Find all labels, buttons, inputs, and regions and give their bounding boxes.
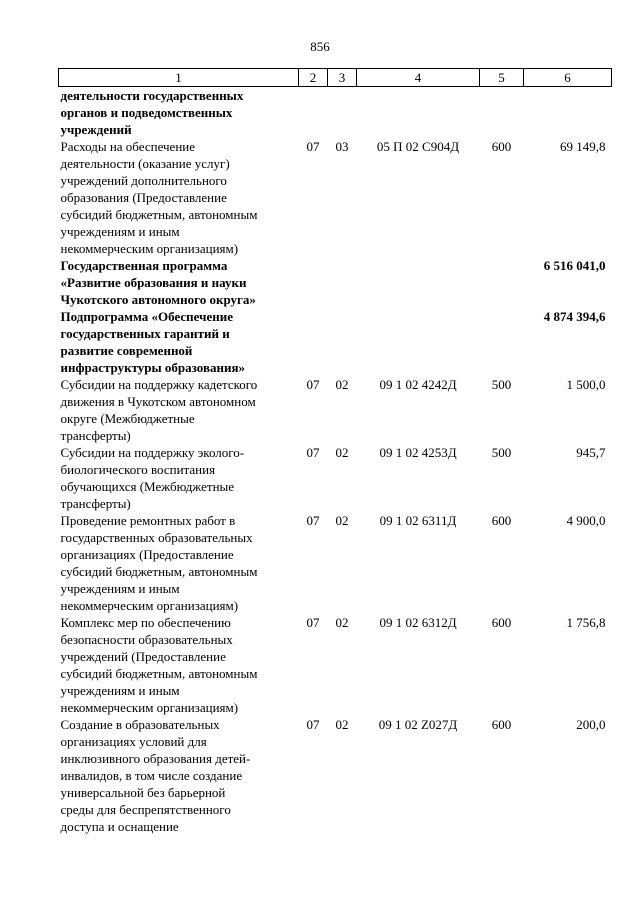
header-col-1: 1 xyxy=(59,69,299,87)
header-col-5: 5 xyxy=(480,69,524,87)
target-article-code: 09 1 02 Z027Д xyxy=(378,717,458,732)
description-line: организациях (Предоставление xyxy=(60,547,234,562)
amount: 4 900,0 xyxy=(566,513,606,528)
amount: 200,0 xyxy=(576,717,606,732)
header-col-2: 2 xyxy=(299,69,328,87)
budget-table xyxy=(58,68,612,835)
description-line: трансферты) xyxy=(60,428,131,443)
table-header-row xyxy=(59,69,612,87)
section-code: 07 xyxy=(306,139,320,154)
row-description xyxy=(59,308,299,376)
section-code: 07 xyxy=(306,513,320,528)
description-line: обучающихся (Межбюджетные xyxy=(60,479,235,494)
expense-type-code: 500 xyxy=(491,445,512,460)
description-line: округе (Межбюджетные xyxy=(60,411,195,426)
row-description xyxy=(59,512,299,614)
description-line: Комплекс мер по обеспечению xyxy=(60,615,231,630)
description-line: субсидий бюджетным, автономным xyxy=(60,666,258,681)
description-line: Субсидии на поддержку эколого- xyxy=(60,445,245,460)
amount: 1 756,8 xyxy=(566,615,606,630)
amount: 1 500,0 xyxy=(566,377,606,392)
description-line: государственных образовательных xyxy=(60,530,253,545)
description-line: Государственная программа xyxy=(60,258,228,273)
description-line: субсидий бюджетным, автономным xyxy=(60,564,258,579)
description-line: государственных гарантий и xyxy=(60,326,230,341)
description-line: развитие современной xyxy=(60,343,193,358)
row-description xyxy=(59,257,299,308)
expense-type-code: 500 xyxy=(491,377,512,392)
expense-type-code xyxy=(480,308,524,376)
description-line: Расходы на обеспечение xyxy=(60,139,196,154)
expense-type-code: 600 xyxy=(491,139,512,154)
subsection-code xyxy=(328,257,357,308)
description-line: трансферты) xyxy=(60,496,131,511)
section-code xyxy=(299,87,328,139)
table-row xyxy=(59,614,612,716)
row-description xyxy=(59,376,299,444)
description-line: доступа и оснащение xyxy=(60,819,179,834)
description-line: Подпрограмма «Обеспечение xyxy=(60,309,233,324)
table-row xyxy=(59,716,612,835)
description-line: инвалидов, в том числе создание xyxy=(60,768,243,783)
subsection-code: 03 xyxy=(335,139,349,154)
subsection-code: 02 xyxy=(335,377,349,392)
description-line: органов и подведомственных xyxy=(60,105,233,120)
description-line: Проведение ремонтных работ в xyxy=(60,513,236,528)
description-line: субсидий бюджетным, автономным xyxy=(60,207,258,222)
description-line: учреждений дополнительного xyxy=(60,173,227,188)
header-col-6: 6 xyxy=(524,69,612,87)
description-line: деятельности государственных xyxy=(60,88,244,103)
description-line: учреждений xyxy=(60,122,132,137)
subsection-code: 02 xyxy=(335,513,349,528)
target-article-code: 05 П 02 С904Д xyxy=(376,139,460,154)
row-description xyxy=(59,444,299,512)
header-col-3: 3 xyxy=(328,69,357,87)
section-code: 07 xyxy=(306,717,320,732)
table-row xyxy=(59,87,612,139)
description-line: деятельности (оказание услуг) xyxy=(60,156,230,171)
row-description xyxy=(59,138,299,257)
subsection-code xyxy=(328,87,357,139)
description-line: Чукотского автономного округа» xyxy=(60,292,256,307)
section-code: 07 xyxy=(306,377,320,392)
amount: 6 516 041,0 xyxy=(543,258,606,273)
description-line: учреждениям и иным xyxy=(60,224,180,239)
section-code: 07 xyxy=(306,615,320,630)
row-description xyxy=(59,87,299,139)
description-line: Создание в образовательных xyxy=(60,717,220,732)
amount: 69 149,8 xyxy=(560,139,606,154)
table-row xyxy=(59,257,612,308)
target-article-code xyxy=(357,257,480,308)
description-line: некоммерческим организациям) xyxy=(60,700,239,715)
description-line: безопасности образовательных xyxy=(60,632,233,647)
expense-type-code: 600 xyxy=(491,717,512,732)
page-number: 856 xyxy=(310,39,330,54)
description-line: «Развитие образования и науки xyxy=(60,275,247,290)
expense-type-code xyxy=(480,87,524,139)
description-line: универсальной без барьерной xyxy=(60,785,226,800)
target-article-code: 09 1 02 6312Д xyxy=(379,615,457,630)
description-line: движения в Чукотском автономном xyxy=(60,394,256,409)
subsection-code xyxy=(328,308,357,376)
subsection-code: 02 xyxy=(335,717,349,732)
target-article-code: 09 1 02 6311Д xyxy=(379,513,457,528)
description-line: среды для беспрепятственного xyxy=(60,802,231,817)
target-article-code: 09 1 02 4253Д xyxy=(379,445,457,460)
table-row xyxy=(59,138,612,257)
description-line: учреждениям и иным xyxy=(60,683,180,698)
description-line: Субсидии на поддержку кадетского xyxy=(60,377,258,392)
description-line: некоммерческим организациям) xyxy=(60,241,239,256)
subsection-code: 02 xyxy=(335,445,349,460)
table-body xyxy=(59,87,612,836)
row-description xyxy=(59,614,299,716)
section-code: 07 xyxy=(306,445,320,460)
expense-type-code: 600 xyxy=(491,513,512,528)
description-line: образования (Предоставление xyxy=(60,190,227,205)
section-code xyxy=(299,257,328,308)
table-row xyxy=(59,512,612,614)
expense-type-code xyxy=(480,257,524,308)
description-line: инфраструктуры образования» xyxy=(60,360,246,375)
table-row xyxy=(59,376,612,444)
amount: 945,7 xyxy=(576,445,606,460)
target-article-code xyxy=(357,87,480,139)
target-article-code: 09 1 02 4242Д xyxy=(379,377,457,392)
header-col-4: 4 xyxy=(357,69,480,87)
description-line: учреждениям и иным xyxy=(60,581,180,596)
table-row xyxy=(59,444,612,512)
amount xyxy=(524,87,612,139)
subsection-code: 02 xyxy=(335,615,349,630)
description-line: некоммерческим организациям) xyxy=(60,598,239,613)
description-line: учреждений (Предоставление xyxy=(60,649,226,664)
expense-type-code: 600 xyxy=(491,615,512,630)
amount: 4 874 394,6 xyxy=(543,309,606,324)
description-line: инклюзивного образования детей- xyxy=(60,751,251,766)
target-article-code xyxy=(357,308,480,376)
description-line: биологического воспитания xyxy=(60,462,216,477)
description-line: организациях условий для xyxy=(60,734,207,749)
section-code xyxy=(299,308,328,376)
row-description xyxy=(59,716,299,835)
table-row xyxy=(59,308,612,376)
